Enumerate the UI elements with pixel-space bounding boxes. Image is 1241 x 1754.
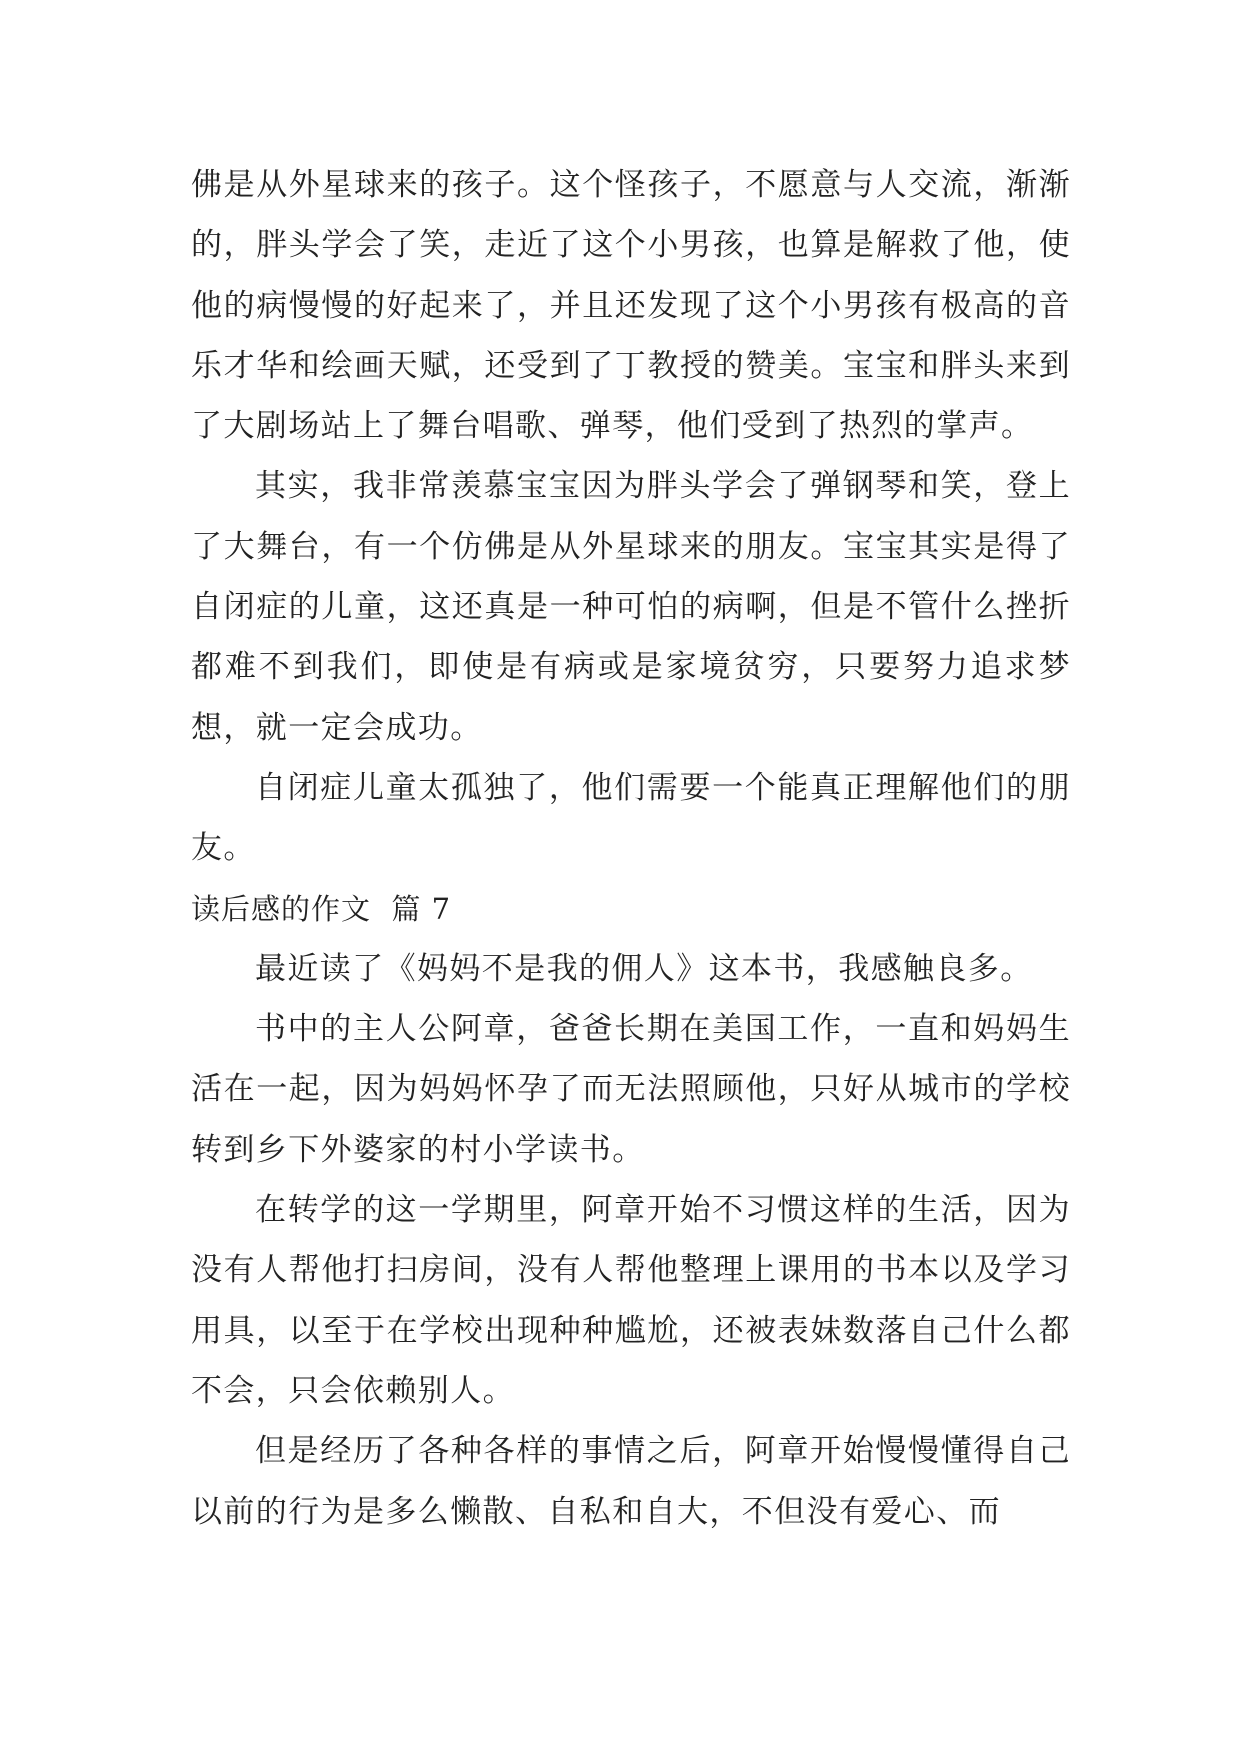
paragraph-autism-loneliness: 自闭症儿童太孤独了，他们需要一个能真正理解他们的朋友。 bbox=[191, 769, 1071, 867]
paragraph-reflection: 其实，我非常羡慕宝宝因为胖头学会了弹钢琴和笑，登上了大舞台，有一个仿佛是从外星球来的朋友。宝宝其实是得了自闭症的儿童，这还真是一种可怕的病啊，但是不管什么挫折都难不到我们，即使是有病或是家境贫穷，只要努力追求梦想，就一定会成功。 bbox=[191, 468, 1071, 746]
paragraph-book-intro: 最近读了《妈妈不是我的佣人》这本书，我感触良多。 bbox=[255, 950, 1033, 987]
paragraph-realization: 但是经历了各种各样的事情之后，阿章开始慢慢懂得自己以前的行为是多么懒散、自私和自大，不但没有爱心、而 bbox=[191, 1433, 1071, 1530]
section-heading: 读后感的作文 篇 7 bbox=[191, 891, 452, 926]
document-page bbox=[191, 155, 1071, 1542]
paragraph-story-summary: 佛是从外星球来的孩子。这个怪孩子，不愿意与人交流，渐渐的，胖头学会了笑，走近了这个小男孩，也算是解救了他，使他的病慢慢的好起来了，并且还发现了这个小男孩有极高的音乐才华和绘画天赋，还受到了丁教授的赞美。宝宝和胖头来到了大剧场站上了舞台唱歌、弹琴，他们受到了热烈的掌声。 bbox=[191, 167, 1071, 445]
paragraph-protagonist: 书中的主人公阿章，爸爸长期在美国工作，一直和妈妈生活在一起，因为妈妈怀孕了而无法照顾他，只好从城市的学校转到乡下外婆家的村小学读书。 bbox=[191, 1011, 1071, 1168]
paragraph-new-school: 在转学的这一学期里，阿章开始不习惯这样的生活，因为没有人帮他打扫房间，没有人帮他整理上课用的书本以及学习用具，以至于在学校出现种种尴尬，还被表妹数落自己什么都不会，只会依赖别人。 bbox=[191, 1192, 1071, 1409]
